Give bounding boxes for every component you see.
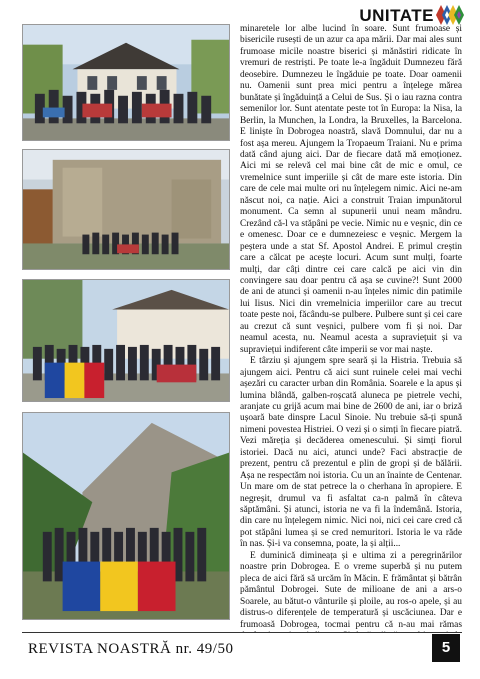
photo-macin-mountains	[22, 412, 230, 620]
header-brand: UNITATE	[359, 6, 434, 25]
page-number: 5	[432, 634, 460, 662]
photo-tropaeum-monument	[22, 149, 230, 270]
article-paragraph: minaretele lor albe lucind în soare. Sunt frumoase și bisericile rusești de un azur ca apa mării. Dar mai ales sunt frumoase micile noastre biserici și mănăstiri ridicate în vremuri de restriști. Pe toate le-a îngăduit Dumnezeu fără deosebire. Dumnezeu le îngăduie pe toate. Doar oamenii nu. Oamenii sunt prea mici pentru a înțelege mărea bunătate și îngăduință a Celui de Sus. Și o iau razna contra semenilor lor. Sunt atentate peste tot în Europa: la Nisa, la Berlin, la Munchen, la Londra, la Bruxelles, la Barcelona. E liniște în Dobrogea noastră, slavă Domnului, dar nu a fost așa mereu. Ajungem la Tropaeum Traiani. Nu e prima dată când ajung aici. Dar de fiecare dată mă emoționez. Aici mi se relevă cel mai bine cât de mic e omul, ce vremelnice sunt imperiile și cât de mare este istoria. Din care de cele mai multe ori nu înțelegem nimic. Aici ne-am născut noi, ca nație. Aici a construit Traian impunătorul monument. Ca semn al supunerii unui neam mândru. Crezând că-l va stăpâni pe vecie. Nimic nu e veșnic, din ce e omenesc. Doar ce e dumnezeiesc e veșnic. Mergem la peștera unde a stat Sf. Apostol Andrei. E primul creștin care a călcat pe acește locuri. Acum sunt mulți, foarte mulți, dar câți dintre cei care calcă pe aici vin din convingere sau doar pentru că așa se cuvine?! Sunt 2000 de ani de atunci și oamenii n-au înțeles nimic din patimile lui Iisus. Nici din vremelnicia imperiilor care au trecut toate peste noi, făcându-se pulbere. Pulbere sunt și cei care au crezut că sunt veșnici, pulbere vom fi și noi. Dar neamul acesta, nu. Neamul acesta a supraviețuit și va supraviețui indiferent câte imperii se vor mai naște.	[240, 24, 462, 355]
article-paragraph: E târziu și ajungem spre seară și la Histria. Trebuia să ajungem aici. Pentru că aici sunt ruinele celei mai vechi așezări cu caracter urban din România. Soarele e la apus și lumina blândă, galben-roșcată aluneca pe pietrele vechi, aranjate cu grijă acum mai bine de 2600 de ani, iar o briză ușoară bate dinspre Lacul Sinoie. Nu trebuie să-ți spună nimeni povestea Histriei. O vezi și o simți în fiecare piatră. Vezi măreția și decăderea omenescului. Și simți fiorul istoriei. Dacă nu aici, atunci unde? Faci abstracție de prezent, pentru că prezentul e plin de gropi și de bălării. Așa ne respectăm noi istoria. Cu un an înainte de Centenar. Un mare om de stat petrece la o cherhana în apropiere. E negreșit, drumul va fi asfaltat ca-n palmă în câteva săptămâni. Și atunci, istoria ne va fi la îndemână. Istoria, din care nu înțelegem nimic. Nici noi, nici cei care cred că pot stăpâni lumea și se cred nemuritori. Istoria le va răde în nas. Și-i va consemna, poate, la și alții...	[240, 356, 462, 550]
brand-mosaic-icon	[436, 5, 466, 25]
footer-magazine-title: REVISTA NOASTRĂ nr. 49/50	[28, 641, 234, 657]
photo-romania-100-group	[22, 279, 230, 402]
photo-group-building	[22, 24, 230, 141]
article-text-column	[240, 24, 462, 632]
footer-divider	[22, 632, 462, 633]
article-paragraph: E duminică dimineața și e ultima zi a peregrinărilor noastre prin Dobrogea. E o vreme superbă și nu putem pleca de aici fără să urcăm în Măcin. E frământat și bătrân pământul Dobrogei. Sute de milioane de ani a ars-o Soarele, au bătut-o vânturile și ploile, au ros-o apele, și au distrus-o diferențele de temperatură și uscăciunea. Dar e frumoasă Dobrogea, tocmai pentru că n-au mai rămas	[240, 550, 462, 630]
